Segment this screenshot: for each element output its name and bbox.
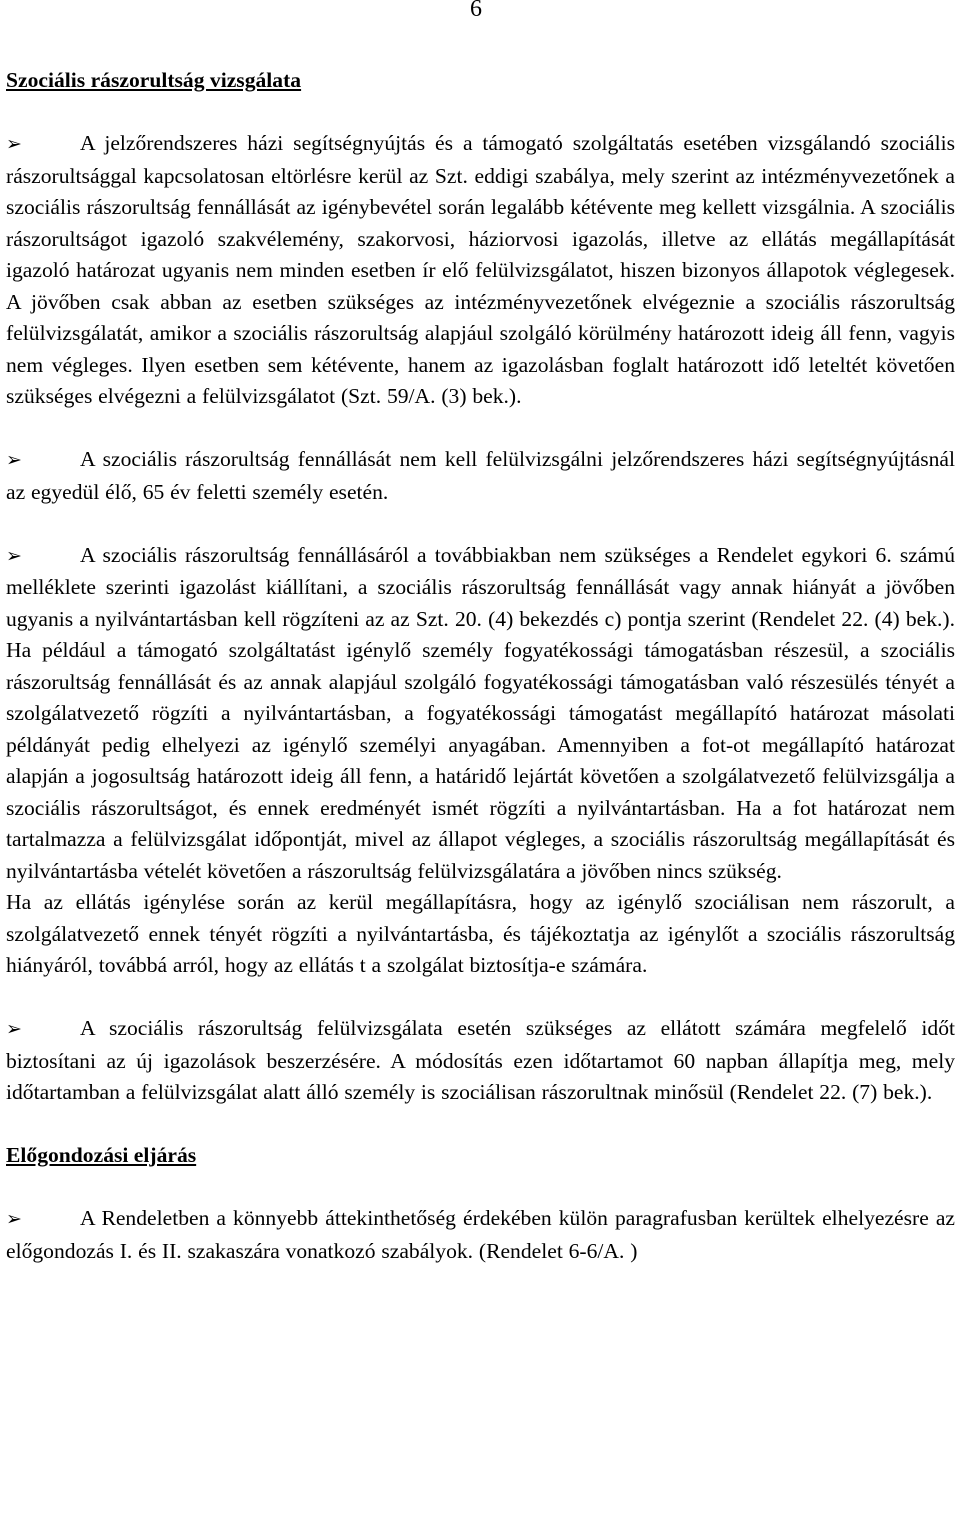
arrow-bullet-icon: ➢ [6,133,22,155]
spacer [6,982,955,1014]
bullet-text: A jelzőrendszeres házi segítségnyújtás és a támogató szolgáltatás esetében vizsgálandó szociális rászorultsággal kapcsolatosan eltörlésre kerül az Szt. eddigi szabálya, mely szerint az intézményvezetőnek a szociális rászorultság fennállását az igénybevétel során legalább kétévente meg kellett vizsgálnia. A szociális rászorultságot igazoló szakvélemény, szakorvosi, háziorvosi igazolás, illetve az ellátás megállapítását igazoló határozat ugyanis nem minden esetben ír elő felülvizsgálatot, hiszen bizonyos állapotok véglegesek. A jövőben csak abban az esetben szükséges az intézményvezetőnek elvégeznie a szociális rászorultság felülvizsgálatát, amikor a szociális rászorultság alapjául szolgáló körülmény határozott ideig áll fenn, vagyis nem végleges. Ilyen esetben sem kétévente, hanem az igazolásban foglalt határozott idő leteltét követően szükséges elvégezni a felülvizsgálatot (Szt. 59/A. (3) bek.). [6,131,955,408]
bullet-paragraph [6,444,955,508]
arrow-bullet-icon: ➢ [6,1208,22,1230]
bullet-text: A szociális rászorultság fennállását nem kell felülvizsgálni jelzőrendszeres házi segítségnyújtásnál az egyedül élő, 65 év feletti személy esetén. [6,447,955,504]
bullet-paragraph [6,1203,955,1267]
bullet-paragraph [6,540,955,888]
arrow-bullet-icon: ➢ [6,544,22,567]
bullet-text: A szociális rászorultság felülvizsgálata esetén szükséges az ellátott számára megfelelő időt biztosítani az új igazolások beszerzésére. A módosítás ezen időtartamot 60 napban állapítja meg, mely időtartamban a felülvizsgálat alatt álló személy is szociálisan rászorultnak minősül (Rendelet 22. (7) bek.). [6,1016,955,1104]
spacer [6,413,955,445]
spacer [6,97,955,129]
spacer [6,1172,955,1204]
document-body [6,65,955,1267]
spacer [6,1109,955,1141]
page-number: 6 [470,0,482,22]
section-heading-pre-care: Előgondozási eljárás [6,1143,197,1167]
bullet-paragraph [6,1013,955,1109]
arrow-bullet-icon: ➢ [6,1018,22,1040]
bullet-text: A Rendeletben a könnyebb áttekinthetőség érdekében külön paragrafusban kerültek elhelyezésre az előgondozás I. és II. szakaszára vonatkozó szabályok. (Rendelet 6-6/A. ) [6,1206,955,1263]
arrow-bullet-icon: ➢ [6,449,22,471]
body-paragraph: Ha az ellátás igénylése során az kerül megállapításra, hogy az igénylő szociálisan nem rászorult, a szolgálatvezető ennek tényét rögzíti a nyilvántartásba, és tájékoztatja az igénylőt a szociális rászorultság hiányáról, továbbá arról, hogy az ellátás t a szolgálat biztosítja-e számára. [6,890,955,977]
bullet-paragraph [6,128,955,413]
section-heading-social-need: Szociális rászorultság vizsgálata [6,68,302,92]
bullet-text: A szociális rászorultság fennállásáról a továbbiakban nem szükséges a Rendelet egykori 6. számú melléklete szerinti igazolást kiállítani, a szociális rászorultság fennállását vagy annak hiányát a jövőben ugyanis a nyilvántartásban kell rögzíteni az az Szt. 20. (4) bekezdés c) pontja szerint (Rendelet 22. (4) bek.). Ha például a támogató szolgáltatást igénylő személy fogyatékossági támogatásban részesül, a szociális rászorultság fennállását és az annak alapjául szolgáló fogyatékossági támogatásban való részesülés tényét a szolgálatvezető rögzíti a nyilvántartásban, a fogyatékossági támogatást megállapító határozat másolati példányát pedig elhelyezi az igénylő személyi anyagában. Amennyiben a fot-ot megállapító határozat alapján a jogosultság határozott ideig áll fenn, a határidő lejártát követően a szolgálatvezető felülvizsgálja a szociális rászorultságot, és ennek eredményét ismét rögzíti a nyilvántartásban. Ha a fot határozat nem tartalmazza a felülvizsgálat időpontját, mivel az állapot végleges, a szociális rászorultság megállapítását és nyilvántartásba vételét követően a rászorultság felülvizsgálatára a jövőben nincs szükség. [6,542,955,883]
spacer [6,508,955,540]
